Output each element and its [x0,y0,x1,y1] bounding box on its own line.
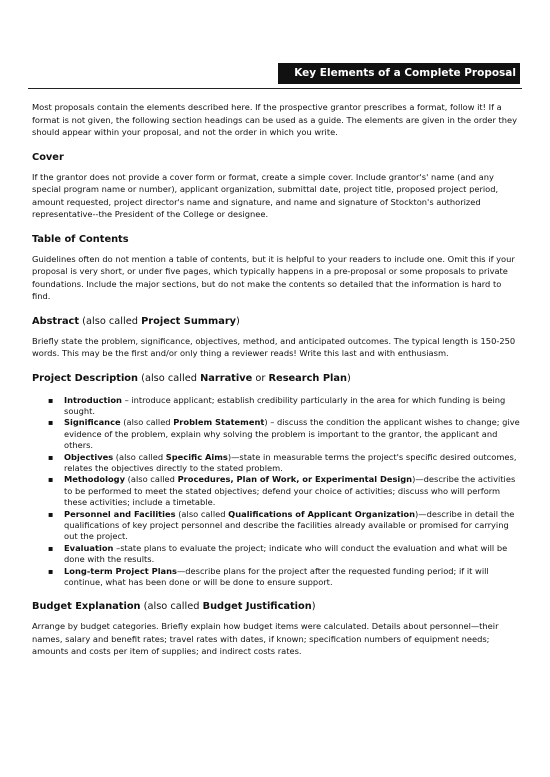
project-aka-suffix: ) [346,372,351,384]
item-text: )—state in measurable terms the project's specific desired outcomes, relates the objectives directly to the stated problem. [64,451,517,473]
item-term: Significance [64,417,121,428]
item-text: )—describe the activities to be performed to meet the stated objectives; defend your choice of activities; discuss who will perform these activities; include a timetable. [64,474,516,508]
item-alt-term: Problem Statement [173,417,265,428]
intro-paragraph: Most proposals contain the elements described here. If the prospective grantor prescribes a format, follow it! If a format is not given, the following section headings can be used as a guide. The elements are given in the order they should appear within your proposal, and not the order in which you write. [32,102,518,137]
list-item [32,509,520,543]
project-aka-term-1: Narrative [200,372,253,384]
item-term: Long-term Project Plans [64,565,177,576]
item-alt-term: Qualifications of Applicant Organization [228,508,416,519]
list-item [32,395,520,418]
budget-heading [32,600,520,613]
abstract-paragraph: Briefly state the problem, significance, objectives, method, and anticipated outcomes. The typical length is 150-250 words. This may be the first and/or only thing a reviewer reads! Write this last and with enthusiasm. [32,335,516,358]
budget-aka-suffix: ) [311,601,316,613]
item-text: )—describe in detail the qualifications of key project personnel and describe the facilities already available or promised for carrying out the project. [64,508,515,542]
list-item [32,452,520,475]
page-title: Key Elements of a Complete Proposal [278,63,520,84]
cover-heading: Cover [32,151,64,163]
item-term: Personnel and Facilities [64,508,176,519]
budget-paragraph: Arrange by budget categories. Briefly explain how budget items were calculated. Details about personnel—their names, salary and benefit rates; travel rates with dates, if known; specification numbers of equipment needs; amounts and costs per item of supplies; and indirect costs rates. [32,621,499,657]
item-pre: (also called [175,508,229,519]
list-item [32,474,520,508]
item-pre: (also called [125,474,178,485]
item-alt-term: Procedures, Plan of Work, or Experimental Design [177,474,413,485]
abstract-heading [32,315,520,328]
item-text: ) – discuss the condition the applicant wishes to change; give evidence of the problem, explain why solving the problem is important to the grantor, the applicant and others. [64,417,520,451]
abstract-aka-term: Project Summary [141,315,237,327]
budget-aka-prefix: (also called [140,601,203,613]
abstract-aka-prefix: (also called [79,315,142,327]
project-heading-term: Project Description [32,372,139,384]
project-aka-mid: or [252,372,269,384]
list-item [32,566,520,589]
item-text: – introduce applicant; establish credibility particularly in the area for which funding is being sought. [64,394,506,416]
list-item [32,417,520,451]
abstract-heading-term: Abstract [32,315,80,327]
item-term: Methodology [64,474,125,485]
item-term: Objectives [64,451,114,462]
title-divider [28,88,522,89]
item-term: Evaluation [64,542,114,553]
toc-heading: Table of Contents [32,233,129,245]
cover-paragraph: If the grantor does not provide a cover form or format, create a simple cover. Include grantor's' name (and any special program name or number), applicant organization, submittal date, project title, proposed project period, amount requested, project director's name and signature, and name and signature of Stockton's authorized representative--the President of the College or designee. [32,171,499,219]
item-pre: (also called [120,417,174,428]
project-elements-list [32,395,520,589]
project-aka-term-2: Research Plan [268,372,347,384]
abstract-aka-suffix: ) [236,315,240,327]
item-text: —describe plans for the project after the requested funding period; if it will continue, what has been done or will be done to ensure support. [64,565,489,587]
project-aka-prefix: (also called [138,372,201,384]
item-pre: (also called [113,451,166,462]
project-heading [32,372,520,385]
item-term: Introduction [64,394,122,405]
item-alt-term: Specific Aims [165,451,228,462]
toc-paragraph: Guidelines often do not mention a table of contents, but it is helpful to your readers to include one. Omit this if your proposal is very short, or under five pages, which typically happens in a pre-proposal or some proposals to private foundations. Include the major sections, but do not make the contents so detailed that the information is hard to find. [32,253,515,301]
budget-heading-term: Budget Explanation [32,601,141,613]
document-body [32,101,520,658]
list-item [32,543,520,566]
item-text: –state plans to evaluate the project; indicate who will conduct the evaluation and what will be done with the results. [64,542,508,565]
budget-aka-term: Budget Justification [202,601,312,613]
